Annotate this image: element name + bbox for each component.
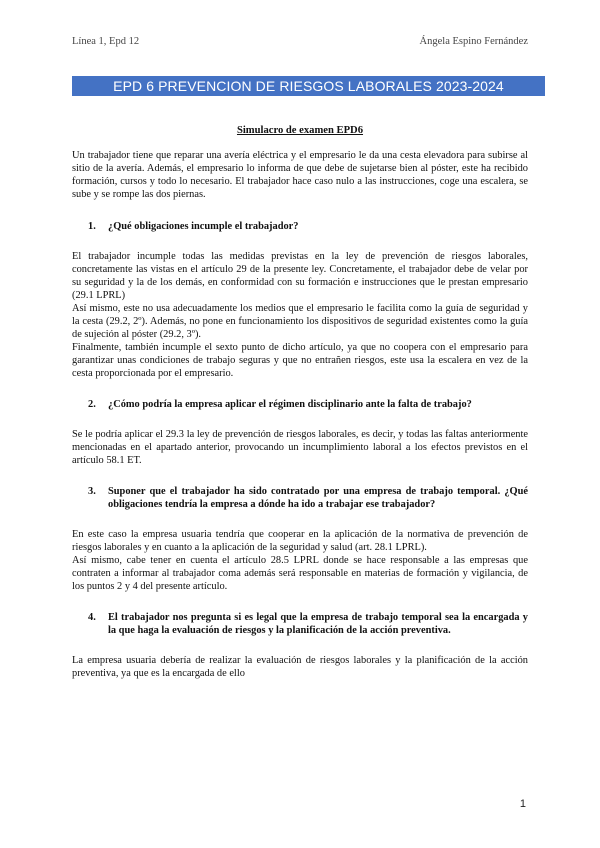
question-2: [72, 398, 528, 411]
question-4: [72, 611, 528, 637]
document-body: [72, 124, 528, 680]
question-number: 1.: [88, 221, 96, 232]
question-text: ¿Qué obligaciones incumple el trabajador?: [108, 221, 299, 232]
answer-paragraph: En este caso la empresa usuaria tendría que cooperar en la aplicación de la normativa de prevención de riesgos laborales y en cuanto a la aplicación de la seguridad y salud (art. 28.1 LPRL).: [72, 529, 528, 553]
intro-paragraph: Un trabajador tiene que reparar una avería eléctrica y el empresario le da una cesta elevadora para subirse al sitio de la avería. Además, el empresario lo informa de que debe de sujetarse bien al póster, este ha recibido formación, cursos y todo lo necesario. El trabajador hace caso nulo a las instrucciones, coge una escalera, se sube y se rompe las dos piernas.: [72, 150, 528, 200]
question-number: 4.: [88, 612, 96, 623]
answer-paragraph: El trabajador incumple todas las medidas previstas en la ley de prevención de riesgos laborales, concretamente las vistas en el artículo 29 de la presente ley. Concretamente, el trabajador debe de velar por su seguridad y la de los demás, en conformidad con su formación e instrucciones que le prestan empresario (29.1 LPRL): [72, 251, 528, 301]
answer-paragraph: Finalmente, también incumple el sexto punto de dicho artículo, ya que no coopera con el empresario para garantizar unas condiciones de trabajo seguras y que no entrañen riesgos, este usa la escalera en vez de la cesta proporcionada por el empresario.: [72, 342, 528, 379]
answer-paragraph: Así mismo, este no usa adecuadamente los medios que el empresario le facilita como la guía de seguridad y la cesta (29.2, 2º). Además, no pone en funcionamiento los dispositivos de seguridad existentes como la guía de sujeción al póster (29.2, 3º).: [72, 303, 528, 340]
question-number: 2.: [88, 399, 96, 410]
question-text: ¿Cómo podría la empresa aplicar el régimen disciplinario ante la falta de trabajo?: [108, 399, 472, 410]
question-number: 3.: [88, 486, 96, 497]
question-3: [72, 485, 528, 511]
page-number: 1: [519, 798, 526, 810]
question-text: El trabajador nos pregunta si es legal que la empresa de trabajo temporal sea la encargada y la que haga la evaluación de riesgos y la planificación de la acción preventiva.: [108, 612, 528, 636]
answer-paragraph: Se le podría aplicar el 29.3 la ley de prevención de riesgos laborales, es decir, y todas las faltas anteriormente mencionadas en el apartado anterior, provocando un incumplimiento laboral a los efectos previstos en el artículo 58.1 ET.: [72, 429, 528, 466]
header-left: Línea 1, Epd 12: [72, 36, 140, 47]
answer-paragraph: Así mismo, cabe tener en cuenta el artículo 28.5 LPRL donde se hace responsable a las empresas que contraten a informar al trabajador coma además será responsable en materias de formación y vigilancia, de los puntos 2 y 4 del presente artículo.: [72, 555, 528, 592]
question-1: [72, 220, 528, 233]
title-banner: EPD 6 PREVENCION DE RIESGOS LABORALES 2023-2024: [72, 76, 545, 96]
subtitle: Simulacro de examen EPD6: [236, 125, 364, 136]
header-right: Ángela Espino Fernández: [419, 36, 528, 47]
question-text: Suponer que el trabajador ha sido contratado por una empresa de trabajo temporal. ¿Qué obligaciones tendría la empresa a dónde ha ido a trabajar ese trabajador?: [108, 486, 528, 510]
answer-paragraph: La empresa usuaria debería de realizar la evaluación de riesgos laborales y la planificación de la acción preventiva, ya que es la encargada de ello: [72, 655, 528, 679]
